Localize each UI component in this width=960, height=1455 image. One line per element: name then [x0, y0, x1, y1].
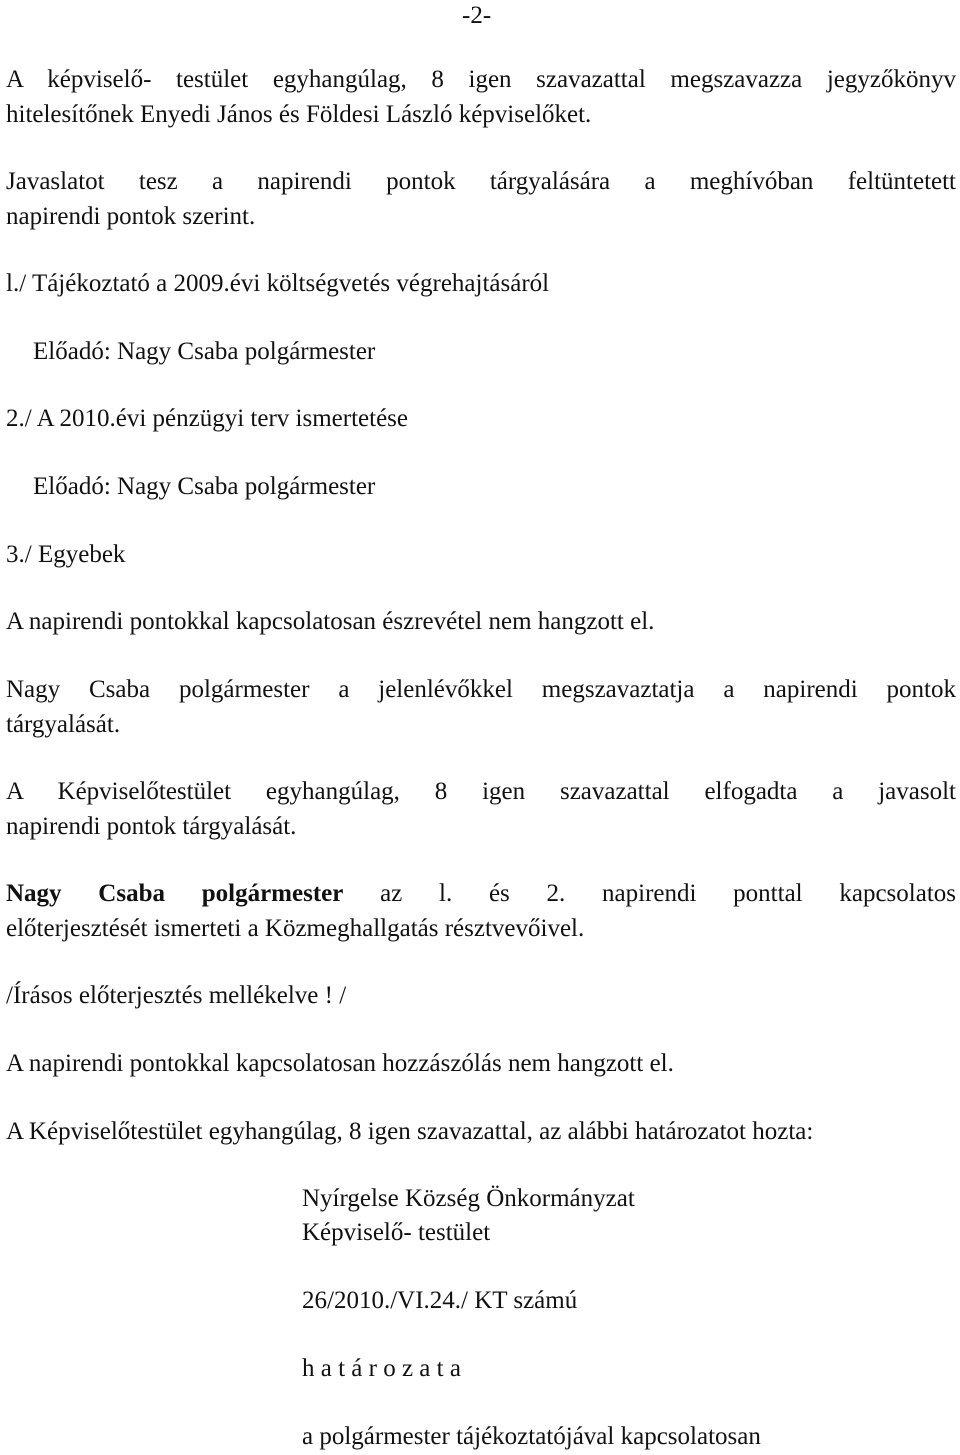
- paragraph-attachment-note: /Írásos előterjesztés mellékelve ! /: [6, 982, 347, 1009]
- speaker-name: Nagy Csaba polgármester: [6, 880, 344, 907]
- paragraph-line: hitelesítőnek Enyedi János és Földesi László képviselőket.: [6, 101, 592, 128]
- agenda-item-presenter: Előadó: Nagy Csaba polgármester: [33, 338, 376, 365]
- agenda-item-title: l./ Tájékoztató a 2009.évi költségvetés végrehajtásáról: [6, 270, 550, 297]
- paragraph-line: [6, 876, 956, 912]
- resolution-body-name: Nyírgelse Község Önkormányzat: [302, 1185, 635, 1212]
- paragraph-resolution-intro: A Képviselőtestület egyhangúlag, 8 igen szavazattal, az alábbi határozatot hozta:: [6, 1118, 814, 1145]
- resolution-number: 26/2010./VI.24./ KT számú: [302, 1287, 578, 1314]
- agenda-item-presenter: Előadó: Nagy Csaba polgármester: [33, 473, 376, 500]
- paragraph-line: Nagy Csaba polgármester a jelenlévőkkel megszavaztatja a napirendi pontok: [6, 676, 956, 703]
- page-number: -2-: [462, 2, 492, 29]
- paragraph-line: A Képviselőtestület egyhangúlag, 8 igen szavazattal elfogadta a javasolt: [6, 778, 956, 805]
- resolution-subject: a polgármester tájékoztatójával kapcsolatosan: [302, 1423, 761, 1450]
- paragraph-no-comments: A napirendi pontokkal kapcsolatosan hozzászólás nem hangzott el.: [6, 1050, 674, 1077]
- agenda-item-title: 3./ Egyebek: [6, 541, 126, 568]
- paragraph-line: előterjesztését ismerteti a Közmeghallgatás résztvevőivel.: [6, 915, 585, 942]
- resolution-heading: h a t á r o z a t a: [302, 1355, 461, 1382]
- paragraph-line: napirendi pontok szerint.: [6, 203, 256, 230]
- paragraph-line: Javaslatot tesz a napirendi pontok tárgyalására a meghívóban feltüntetett: [6, 168, 956, 195]
- paragraph-line: A képviselő- testület egyhangúlag, 8 igen szavazattal megszavazza jegyzőkönyv: [6, 66, 956, 93]
- paragraph-line: tárgyalását.: [6, 711, 121, 738]
- resolution-body-subtitle: Képviselő- testület: [302, 1219, 491, 1246]
- paragraph-no-remarks: A napirendi pontokkal kapcsolatosan észrevétel nem hangzott el.: [6, 608, 655, 635]
- agenda-item-title: 2./ A 2010.évi pénzügyi terv ismertetése: [6, 405, 408, 432]
- paragraph-line: napirendi pontok tárgyalását.: [6, 813, 297, 840]
- paragraph-line-rest: az l. és 2. napirendi ponttal kapcsolatos: [343, 880, 956, 907]
